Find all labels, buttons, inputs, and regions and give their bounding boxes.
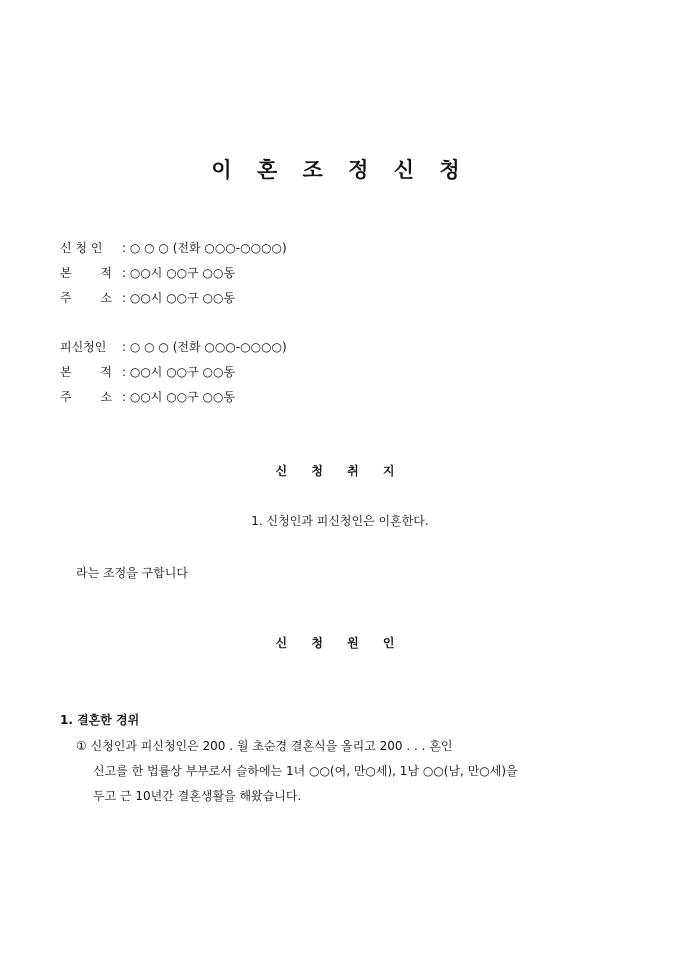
section-1-heading: 1. 결혼한 경위 [60, 713, 140, 727]
purpose-heading: 신 청 취 지 [275, 464, 405, 478]
respondent-label: 피신청인 [60, 340, 107, 354]
respondent-name-value: : ○ ○ ○ (전화 ○○○-○○○○) [122, 340, 287, 354]
section-1-paragraph [76, 734, 622, 809]
respondent-info [60, 335, 287, 410]
request-text: 라는 조정을 구합니다 [76, 566, 188, 580]
applicant-name-row [60, 236, 287, 261]
cause-heading: 신 청 원 인 [275, 636, 405, 650]
respondent-name-row [60, 335, 287, 360]
applicant-address-value: : ○○시 ○○구 ○○동 [122, 291, 236, 305]
applicant-name-value: : ○ ○ ○ (전화 ○○○-○○○○) [122, 241, 287, 255]
paragraph-line: 신고를 한 법률상 부부로서 슬하에는 1녀 ○○(여, 만○세), 1남 ○○(남, 만○세)을 [93, 764, 518, 778]
applicant-info [60, 236, 287, 311]
applicant-address-row [60, 286, 287, 311]
applicant-domicile-row [60, 261, 287, 286]
address-label: 주 소 [60, 390, 112, 404]
purpose-item: 1. 신청인과 피신청인은 이혼한다. [251, 514, 429, 528]
domicile-label: 본 적 [60, 365, 112, 379]
respondent-address-value: : ○○시 ○○구 ○○동 [122, 390, 236, 404]
paragraph-line: ① 신청인과 피신청인은 200 . 월 초순경 결혼식을 올리고 200 . . . 혼인 [76, 739, 453, 753]
applicant-domicile-value: : ○○시 ○○구 ○○동 [122, 266, 236, 280]
respondent-domicile-row [60, 360, 287, 385]
paragraph-line: 두고 근 10년간 결혼생활을 해왔습니다. [93, 789, 302, 803]
respondent-address-row [60, 385, 287, 410]
respondent-domicile-value: : ○○시 ○○구 ○○동 [122, 365, 236, 379]
address-label: 주 소 [60, 291, 112, 305]
applicant-label: 신 청 인 [60, 241, 103, 255]
domicile-label: 본 적 [60, 266, 112, 280]
document-title: 이 혼 조 정 신 청 [211, 157, 469, 182]
